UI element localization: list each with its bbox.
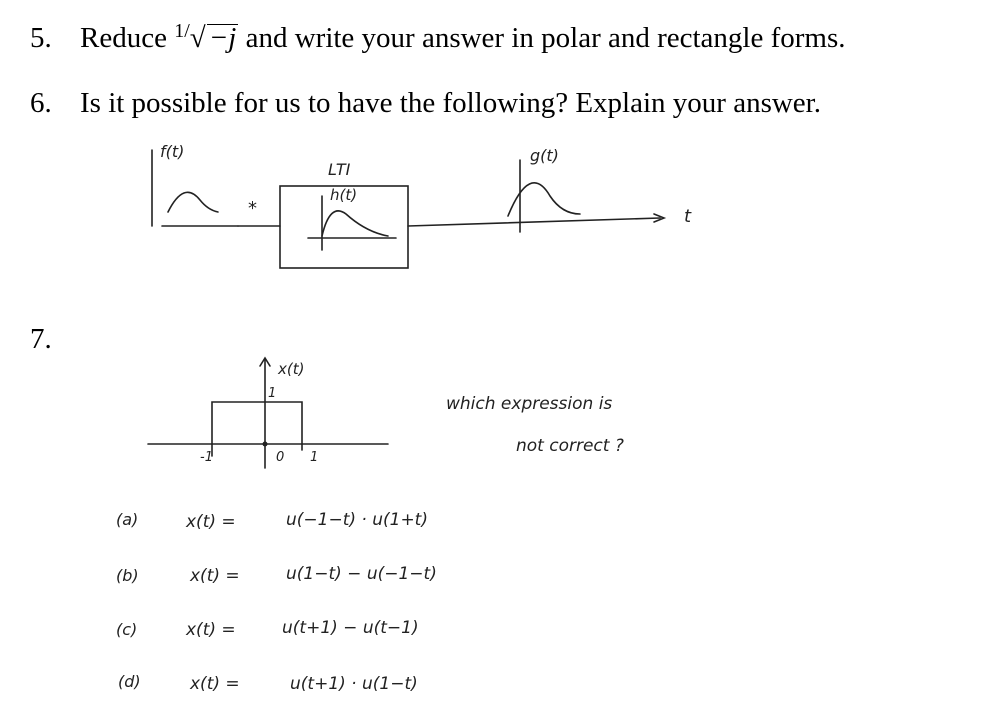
math-radicand: −j <box>208 22 237 54</box>
question-5-text-after: and write your answer in polar and rectangle forms. <box>245 22 846 54</box>
option-a-label: (a) <box>116 510 139 529</box>
tick-1-label: 1 <box>310 450 319 465</box>
question-7-number: 7. <box>30 323 52 355</box>
input-label: f(t) <box>160 142 185 161</box>
pulse-plot <box>148 358 388 468</box>
output-pulse-curve <box>508 183 580 216</box>
option-b-lhs: x(t) = <box>190 566 240 586</box>
option-d-rhs: u(t+1) · u(1−t) <box>290 674 418 694</box>
pulse-height-label: 1 <box>268 386 277 401</box>
impulse-label: h(t) <box>330 186 358 204</box>
question-5-text-before: Reduce <box>80 22 167 54</box>
input-pulse-curve <box>168 192 218 212</box>
question-6-text: Is it possible for us to have the following? Explain your answer. <box>80 87 821 119</box>
question-6-number: 6. <box>30 87 52 119</box>
option-d-lhs: x(t) = <box>190 674 240 694</box>
option-c-lhs: x(t) = <box>186 620 236 640</box>
rect-pulse <box>212 402 302 444</box>
pulse-y-label: x(t) <box>278 360 305 378</box>
q7-question-line2: not correct ? <box>516 436 624 456</box>
axis-t-label: t <box>684 206 692 227</box>
impulse-curve <box>322 211 388 236</box>
math-numerator: 1/ <box>174 20 190 42</box>
input-signal-plot <box>152 150 238 226</box>
tick-0-label: 0 <box>276 450 285 465</box>
output-label: g(t) <box>530 146 559 165</box>
option-b-rhs: u(1−t) − u(−1−t) <box>286 564 437 584</box>
option-c-label: (c) <box>116 620 138 639</box>
q7-question-line1: which expression is <box>446 394 613 414</box>
option-c-rhs: u(t+1) − u(t−1) <box>282 618 419 638</box>
output-connector <box>408 218 660 226</box>
question-5-number: 5. <box>30 22 52 54</box>
convolution-symbol: * <box>248 198 257 219</box>
option-a-rhs: u(−1−t) · u(1+t) <box>286 510 428 530</box>
impulse-response-plot <box>308 196 396 250</box>
pulse-origin-dot <box>263 442 268 447</box>
lti-label: LTI <box>328 160 351 179</box>
option-b-label: (b) <box>116 566 139 585</box>
option-a-lhs: x(t) = <box>186 512 236 532</box>
tick-neg1-label: -1 <box>200 450 213 465</box>
option-d-label: (d) <box>118 672 141 691</box>
sqrt-radical-icon: √ <box>189 22 206 54</box>
